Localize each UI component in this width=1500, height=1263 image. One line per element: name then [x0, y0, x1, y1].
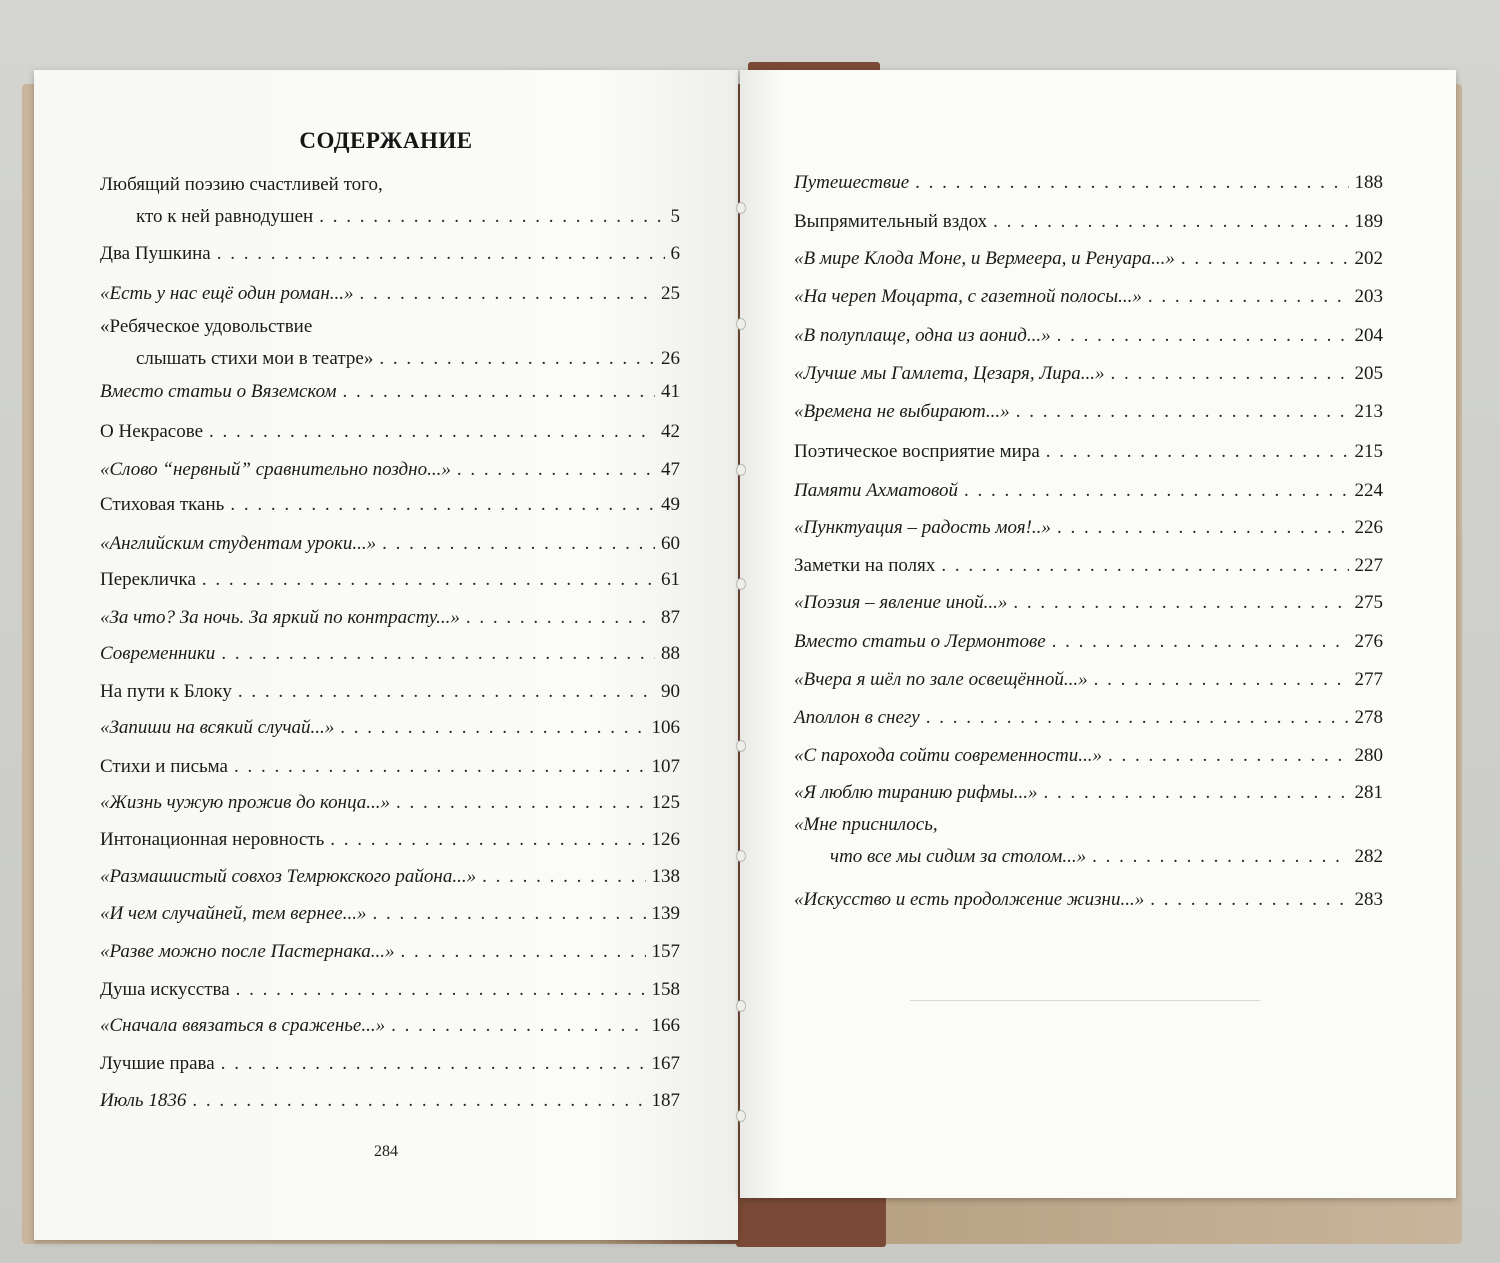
toc-entry [100, 1053, 680, 1075]
toc-entry [136, 348, 680, 370]
toc-entry-title: что все мы сидим за столом...» [830, 846, 1087, 867]
toc-entry-title: На пути к Блоку [100, 681, 232, 702]
page-number: 284 [374, 1143, 398, 1160]
toc-leader-dots [1108, 745, 1348, 767]
toc-entry-page-number: 277 [1354, 669, 1383, 690]
toc-entry-page-number: 90 [661, 681, 680, 702]
toc-entry-page-number: 26 [661, 348, 680, 369]
toc-entry-title: Стиховая ткань [100, 494, 225, 515]
toc-entry-page-number: 187 [651, 1090, 680, 1111]
toc-entry [794, 782, 1383, 804]
toc-entry-page-number: 189 [1354, 211, 1383, 232]
toc-entry-title: Памяти Ахматовой [794, 480, 959, 501]
toc-heading: СОДЕРЖАНИЕ [299, 128, 473, 153]
toc-entry-page-number: 6 [670, 243, 680, 264]
toc-leader-dots [993, 211, 1348, 233]
toc-entry-page-number: 106 [651, 717, 680, 738]
toc-leader-dots [964, 480, 1348, 502]
toc-entry-title: Выпрямительный вздох [794, 211, 988, 232]
toc-leader-dots [192, 1090, 645, 1112]
toc-leader-dots [319, 206, 664, 228]
toc-leader-dots [1057, 325, 1349, 347]
toc-leader-dots [1094, 669, 1349, 691]
toc-entry [100, 243, 680, 265]
toc-entry [100, 866, 680, 888]
toc-entry-page-number: 107 [651, 756, 680, 777]
toc-leader-dots [396, 792, 645, 814]
toc-leader-dots [221, 643, 655, 665]
toc-entry-page-number: 47 [661, 459, 680, 480]
toc-entry [100, 381, 680, 403]
toc-entry-title: «Жизнь чужую прожив до конца...» [100, 792, 391, 813]
toc-entry-page-number: 205 [1354, 363, 1383, 384]
toc-entry-page-number: 25 [661, 283, 680, 304]
toc-leader-dots [1013, 592, 1348, 614]
toc-leader-dots [401, 941, 646, 963]
toc-entry [100, 643, 680, 665]
toc-entry [794, 555, 1383, 577]
toc-entry-title: «Поэзия – явление иной...» [794, 592, 1008, 613]
toc-entry-title: «Пунктуация – радость моя!..» [794, 517, 1051, 538]
toc-entry-title: «Я люблю тиранию рифмы...» [794, 782, 1038, 803]
toc-leader-dots [340, 717, 645, 739]
toc-leader-dots [234, 756, 646, 778]
toc-entry-title: О Некрасове [100, 421, 204, 442]
toc-entry [794, 592, 1383, 614]
toc-entry-page-number: 283 [1354, 889, 1383, 910]
toc-entry-page-number: 204 [1354, 325, 1383, 346]
binding-stitch [736, 202, 746, 214]
toc-leader-dots [236, 979, 646, 1001]
toc-entry-title: «Лучше мы Гамлета, Цезаря, Лира...» [794, 363, 1105, 384]
toc-entry-page-number: 42 [661, 421, 680, 442]
toc-entry-page-number: 158 [651, 979, 680, 1000]
toc-entry-page-number: 280 [1354, 745, 1383, 766]
toc-entry-page-number: 157 [651, 941, 680, 962]
toc-entry [794, 211, 1383, 233]
toc-entry-title: Душа искусства [100, 979, 230, 1000]
toc-entry-page-number: 213 [1354, 401, 1383, 422]
toc-leader-dots [230, 494, 655, 516]
toc-leader-dots [221, 1053, 646, 1075]
toc-entry-page-number: 203 [1354, 286, 1383, 307]
toc-entry-page-number: 278 [1354, 707, 1383, 728]
toc-entry-title: Современники [100, 643, 216, 664]
toc-entry-title: «Вчера я шёл по зале освещённой...» [794, 669, 1088, 690]
toc-entry-title: «На череп Моцарта, с газетной полосы...» [794, 286, 1142, 307]
toc-entry-page-number: 5 [670, 206, 680, 227]
toc-leader-dots [941, 555, 1348, 577]
toc-entry [794, 707, 1383, 729]
toc-entry [794, 631, 1383, 653]
toc-entry-title: Лучшие права [100, 1053, 215, 1074]
toc-leader-dots [238, 681, 655, 703]
show-through-rule [910, 1000, 1260, 1001]
toc-entry-title: «В мире Клода Моне, и Вермеера, и Ренуара...» [794, 248, 1175, 269]
binding-stitch [736, 464, 746, 476]
toc-entry-title: «Слово “нервный” сравнительно поздно...» [100, 459, 451, 480]
toc-entry [830, 846, 1383, 868]
toc-leader-dots [926, 707, 1349, 729]
toc-leader-dots [466, 607, 655, 629]
toc-leader-dots [482, 866, 645, 888]
toc-entry [100, 494, 680, 516]
toc-leader-dots [1148, 286, 1349, 308]
toc-entry [794, 363, 1383, 385]
toc-entry [100, 681, 680, 703]
toc-leader-dots [391, 1015, 645, 1037]
toc-entry [100, 283, 680, 305]
toc-entry-page-number: 87 [661, 607, 680, 628]
toc-leader-dots [343, 381, 656, 403]
toc-entry-title: «Есть у нас ещё один роман...» [100, 283, 354, 304]
toc-entry [100, 533, 680, 555]
toc-leader-dots [1046, 441, 1349, 463]
toc-entry [100, 1090, 680, 1112]
book-spine-bottom [736, 1195, 886, 1247]
toc-entry-page-number: 49 [661, 494, 680, 515]
toc-entry-title: Вместо статьи о Вяземском [100, 381, 337, 402]
binding-stitch [736, 1110, 746, 1122]
binding-stitch [736, 318, 746, 330]
toc-leader-dots [1016, 401, 1349, 423]
toc-entry-page-number: 60 [661, 533, 680, 554]
toc-entry [794, 480, 1383, 502]
toc-entry [100, 569, 680, 591]
toc-entry [100, 792, 680, 814]
toc-entry [794, 669, 1383, 691]
toc-leader-dots [202, 569, 655, 591]
toc-entry-title: «Сначала ввязаться в сраженье...» [100, 1015, 386, 1036]
toc-entry-title: Стихи и письма [100, 756, 228, 777]
toc-entry [100, 829, 680, 851]
toc-entry [794, 517, 1383, 539]
toc-entry-page-number: 126 [651, 829, 680, 850]
toc-entry [794, 248, 1383, 270]
toc-leader-dots [1181, 248, 1349, 270]
toc-entry [794, 286, 1383, 308]
toc-entry-title: «И чем случайней, тем вернее...» [100, 903, 367, 924]
toc-entry-page-number: 215 [1354, 441, 1383, 462]
toc-leader-dots [1057, 517, 1349, 539]
toc-entry [100, 941, 680, 963]
toc-entry-first-line: Любящий поэзию счастливей того, [100, 174, 383, 195]
toc-entry [794, 325, 1383, 347]
toc-entry [100, 607, 680, 629]
binding-stitch [736, 1000, 746, 1012]
toc-leader-dots [382, 533, 655, 555]
toc-entry-page-number: 41 [661, 381, 680, 402]
toc-entry-title: слышать стихи мои в театре» [136, 348, 374, 369]
toc-entry-title: «С парохода сойти современности...» [794, 745, 1103, 766]
toc-entry-title: Два Пушкина [100, 243, 211, 264]
toc-entry [100, 421, 680, 443]
toc-entry-title: «Разве можно после Пастернака...» [100, 941, 395, 962]
toc-entry-title: Интонационная неровность [100, 829, 325, 850]
toc-entry-page-number: 88 [661, 643, 680, 664]
toc-entry-title: Заметки на полях [794, 555, 936, 576]
toc-entry-page-number: 226 [1354, 517, 1383, 538]
toc-entry [100, 979, 680, 1001]
toc-leader-dots [915, 172, 1348, 194]
toc-entry-title: Путешествие [794, 172, 910, 193]
toc-entry [794, 889, 1383, 911]
toc-entry [100, 459, 680, 481]
toc-entry-page-number: 125 [651, 792, 680, 813]
toc-entry [794, 172, 1383, 194]
toc-entry-title: Июль 1836 [100, 1090, 187, 1111]
toc-entry [794, 745, 1383, 767]
toc-entry-title: Поэтическое восприятие мира [794, 441, 1040, 462]
toc-leader-dots [372, 903, 645, 925]
toc-leader-dots [217, 243, 665, 265]
toc-entry [100, 903, 680, 925]
toc-entry [100, 756, 680, 778]
toc-entry-title: Вместо статьи о Лермонтове [794, 631, 1046, 652]
toc-leader-dots [209, 421, 655, 443]
toc-entry [794, 441, 1383, 463]
toc-entry-page-number: 202 [1354, 248, 1383, 269]
toc-entry-page-number: 139 [651, 903, 680, 924]
toc-entry-page-number: 61 [661, 569, 680, 590]
toc-entry-page-number: 281 [1354, 782, 1383, 803]
toc-entry-page-number: 227 [1354, 555, 1383, 576]
toc-entry-first-line: «Ребяческое удовольствие [100, 316, 313, 337]
toc-leader-dots [1052, 631, 1349, 653]
toc-entry [100, 1015, 680, 1037]
binding-stitch [736, 740, 746, 752]
toc-entry-title: Аполлон в снегу [794, 707, 920, 728]
toc-entry-title: «За что? За ночь. За яркий по контрасту...» [100, 607, 460, 628]
toc-leader-dots [379, 348, 655, 370]
toc-entry-first-line: «Мне приснилось, [794, 814, 938, 835]
toc-entry-title: «В полуплаще, одна из аонид...» [794, 325, 1051, 346]
toc-leader-dots [1043, 782, 1348, 804]
toc-entry-page-number: 167 [651, 1053, 680, 1074]
toc-entry-page-number: 138 [651, 866, 680, 887]
toc-entry-page-number: 276 [1354, 631, 1383, 652]
toc-entry-page-number: 224 [1354, 480, 1383, 501]
binding-stitch [736, 850, 746, 862]
toc-entry-title: «Искусство и есть продолжение жизни...» [794, 889, 1145, 910]
toc-entry [136, 206, 680, 228]
toc-leader-dots [1111, 363, 1349, 385]
toc-entry-title: Перекличка [100, 569, 196, 590]
binding-stitch [736, 578, 746, 590]
toc-entry-title: кто к ней равнодушен [136, 206, 314, 227]
toc-entry-page-number: 188 [1354, 172, 1383, 193]
toc-leader-dots [360, 283, 655, 305]
toc-leader-dots [1150, 889, 1348, 911]
toc-entry-title: «Размашистый совхоз Темрюкского района...» [100, 866, 477, 887]
toc-leader-dots [330, 829, 645, 851]
toc-entry-title: «Запиши на всякий случай...» [100, 717, 335, 738]
toc-entry [794, 401, 1383, 423]
toc-entry-page-number: 282 [1354, 846, 1383, 867]
toc-entry-page-number: 166 [651, 1015, 680, 1036]
toc-entry-title: «Английским студентам уроки...» [100, 533, 377, 554]
toc-entry [100, 717, 680, 739]
toc-leader-dots [1092, 846, 1348, 868]
toc-entry-page-number: 275 [1354, 592, 1383, 613]
toc-entry-title: «Времена не выбирают...» [794, 401, 1010, 422]
toc-leader-dots [457, 459, 655, 481]
